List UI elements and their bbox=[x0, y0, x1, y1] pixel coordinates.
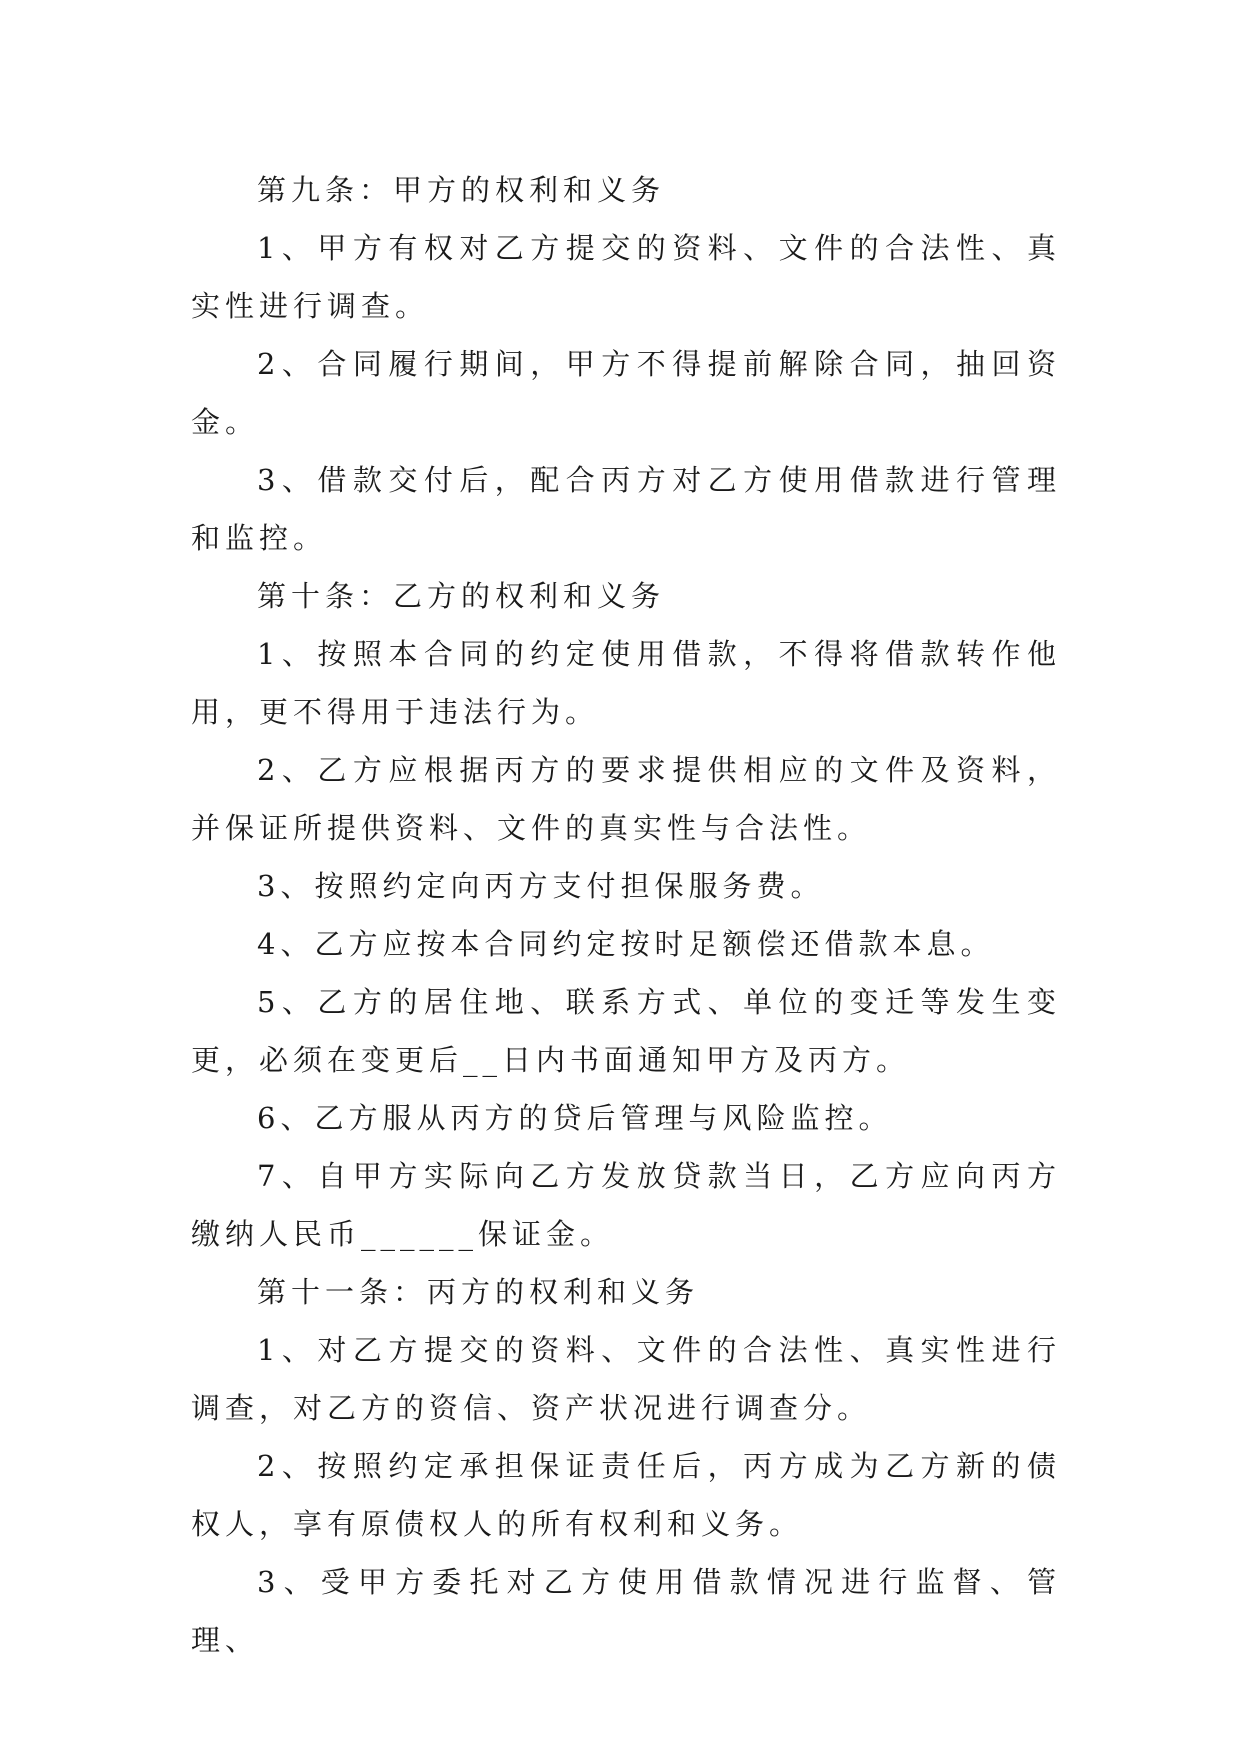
paragraph: 1、对乙方提交的资料、文件的合法性、真实性进行调查，对乙方的资信、资产状况进行调查分。 bbox=[191, 1333, 1061, 1425]
section-heading-11: 第十一条：丙方的权利和义务 bbox=[257, 1275, 700, 1309]
paragraph: 2、按照约定承担保证责任后，丙方成为乙方新的债权人，享有原债权人的所有权利和义务。 bbox=[191, 1449, 1061, 1541]
paragraph: 2、乙方应根据丙方的要求提供相应的文件及资料，并保证所提供资料、文件的真实性与合法性。 bbox=[191, 753, 1061, 845]
paragraph: 4、乙方应按本合同约定按时足额偿还借款本息。 bbox=[257, 927, 995, 961]
document-body bbox=[191, 161, 1061, 1669]
paragraph: 6、乙方服从丙方的贷后管理与风险监控。 bbox=[257, 1101, 893, 1135]
paragraph: 1、甲方有权对乙方提交的资料、文件的合法性、真实性进行调查。 bbox=[191, 231, 1061, 323]
paragraph: 7、自甲方实际向乙方发放贷款当日，乙方应向丙方缴纳人民币______保证金。 bbox=[191, 1159, 1061, 1251]
paragraph: 1、按照本合同的约定使用借款，不得将借款转作他用，更不得用于违法行为。 bbox=[191, 637, 1061, 729]
paragraph: 3、受甲方委托对乙方使用借款情况进行监督、管理、 bbox=[191, 1565, 1061, 1657]
paragraph: 2、合同履行期间，甲方不得提前解除合同，抽回资金。 bbox=[191, 347, 1061, 439]
paragraph: 3、按照约定向丙方支付担保服务费。 bbox=[257, 869, 825, 903]
section-heading-9: 第九条：甲方的权利和义务 bbox=[257, 173, 666, 207]
section-heading-10: 第十条：乙方的权利和义务 bbox=[257, 579, 666, 613]
paragraph: 3、借款交付后，配合丙方对乙方使用借款进行管理和监控。 bbox=[191, 463, 1061, 555]
paragraph: 5、乙方的居住地、联系方式、单位的变迁等发生变更，必须在变更后__日内书面通知甲方及丙方。 bbox=[191, 985, 1061, 1077]
